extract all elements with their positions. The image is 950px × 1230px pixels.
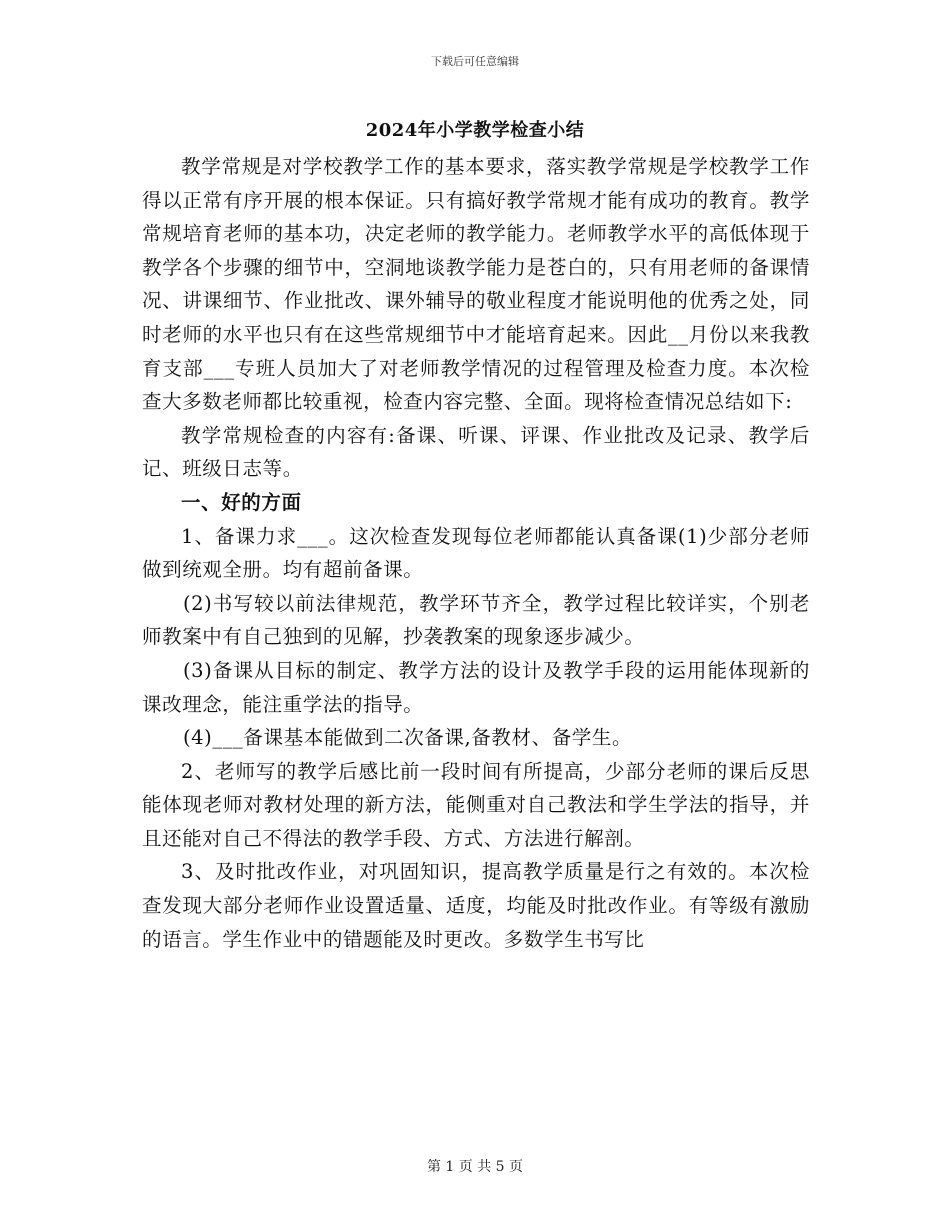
header-note: 下载后可任意编辑 bbox=[431, 55, 519, 68]
paragraph-intro: 教学常规是对学校教学工作的基本要求，落实教学常规是学校教学工作得以正常有序开展的根本保证。只有搞好教学常规才能有成功的教育。教学常规培育老师的基本功，决定老师的教学能力。老师教学水平的高低体现于教学各个步骤的细节中，空洞地谈教学能力是苍白的，只有用老师的备课情况、讲课细节、作业批改、课外辅导的敬业程度才能说明他的优秀之处，同时老师的水平也只有在这些常规细节中才能培育起来。因此__月份以来我教育支部___专班人员加大了对老师教学情况的过程管理及检查力度。本次检查大多数老师都比较重视，检查内容完整、全面。现将检查情况总结如下: bbox=[142, 155, 810, 414]
paragraph-item-1: 1、备课力求___。这次检查发现每位老师都能认真备课(1)少部分老师做到统观全册。均有超前备课。 bbox=[142, 524, 810, 582]
paragraph-item-1-2: (2)书写较以前法律规范，教学环节齐全，教学过程比较详实，个别老师教案中有自己独到的见解，抄袭教案的现象逐步减少。 bbox=[142, 591, 810, 649]
paragraph-item-3: 3、及时批改作业，对巩固知识，提高教学质量是行之有效的。本次检查发现大部分老师作业设置适量、适度，均能及时批改作业。有等级有激励的语言。学生作业中的错题能及时更改。多数学生书写比 bbox=[142, 860, 810, 951]
document-title: 2024年小学教学检查小结 bbox=[365, 120, 585, 141]
document-body bbox=[142, 150, 810, 956]
page-footer: 第 1 页 共 5 页 bbox=[426, 1159, 524, 1175]
section-heading-good-aspects: 一、好的方面 bbox=[181, 490, 302, 514]
paragraph-item-1-4: (4)___备课基本能做到二次备课,备教材、备学生。 bbox=[182, 726, 633, 750]
paragraph-item-2: 2、老师写的教学后感比前一段时间有所提高，少部分老师的课后反思能体现老师对教材处理的新方法，能侧重对自己教法和学生学法的指导，并且还能对自己不得法的教学手段、方式、方法进行解剖。 bbox=[142, 759, 810, 850]
paragraph-inspection-scope: 教学常规检查的内容有:备课、听课、评课、作业批改及记录、教学后记、班级日志等。 bbox=[142, 423, 810, 481]
paragraph-item-1-3: (3)备课从目标的制定、教学方法的设计及教学手段的运用能体现新的课改理念，能注重学法的指导。 bbox=[142, 658, 810, 716]
